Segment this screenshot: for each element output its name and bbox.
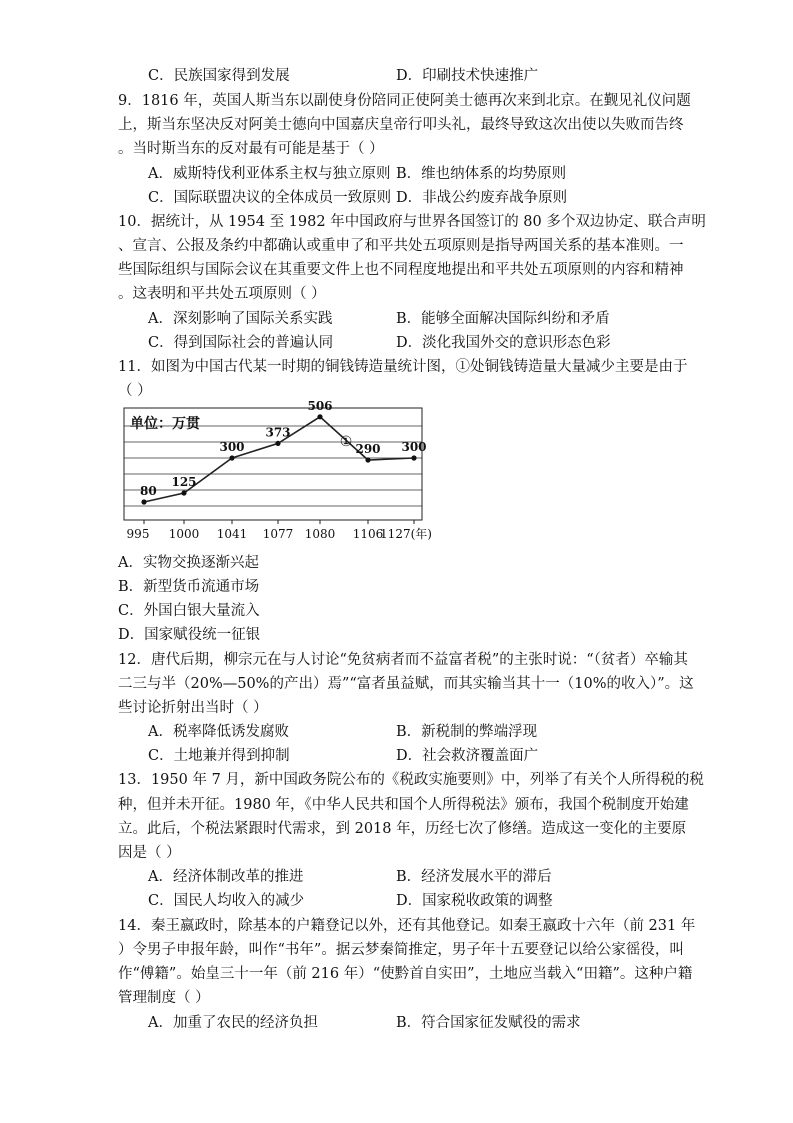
coin-casting-chart-svg <box>118 398 448 546</box>
q11-option-d: D．国家赋役统一征银 <box>118 627 261 643</box>
chart-x-tick-label: 1000 <box>168 527 200 541</box>
chart-point <box>229 455 234 460</box>
q10-option-a: A．深刻影响了国际关系实践 <box>148 311 333 327</box>
coin-casting-chart <box>118 398 448 546</box>
chart-point <box>275 441 280 446</box>
q13-stem-line-3: 立。此后，个税法紧跟时代需求，到 2018 年，历经七次了修缮。造成这一变化的主要原 <box>118 821 687 837</box>
chart-value-label: 300 <box>401 440 427 454</box>
q10-stem-line-2: 、宣言、公报及条约中都确认或重申了和平共处五项原则是指导两国关系的基本准则。一 <box>118 238 684 254</box>
q14-stem-line-4: 管理制度（ ） <box>118 990 210 1006</box>
q11-option-a: A．实物交换逐渐兴起 <box>118 555 259 571</box>
q12-option-b: B．新税制的弊端浮现 <box>396 724 538 740</box>
chart-unit-label: 单位：万贯 <box>130 416 200 432</box>
q9-stem-line-2: 上，斯当东坚决反对阿美士德向中国嘉庆皇帝行叩头礼，最终导致这次出使以失败而告终 <box>118 117 684 133</box>
q13-option-d: D．国家税收政策的调整 <box>396 893 553 909</box>
chart-value-label: 290 <box>355 442 381 456</box>
q10-stem-line-1: 10．据统计，从 1954 至 1982 年中国政府与世界各国签订的 80 多个双边协定、联合声明 <box>118 214 706 230</box>
q9-option-d: D．非战公约废弃战争原则 <box>396 190 568 206</box>
chart-point <box>141 499 146 504</box>
q12-stem-line-3: 些讨论折射出当时（ ） <box>118 700 268 716</box>
chart-x-tick-label: 1077 <box>262 527 294 541</box>
chart-x-tick-label: 1080 <box>304 527 336 541</box>
q13-stem-line-4: 因是（ ） <box>118 845 181 861</box>
q8-option-d: D．印刷技术快速推广 <box>396 68 539 84</box>
q10-option-b: B．能够全面解决国际纠纷和矛盾 <box>396 311 610 327</box>
q10-stem-line-4: 。这表明和平共处五项原则（ ） <box>118 286 326 302</box>
q9-stem-line-1: 9．1816 年，英国人斯当东以副使身份陪同正使阿美士德再次来到北京。在觐见礼仪问题 <box>118 93 691 109</box>
q9-stem-line-3: 。当时斯当东的反对最有可能是基于（ ） <box>118 141 384 157</box>
chart-x-tick-label: 995 <box>126 527 150 541</box>
q13-option-a: A．经济体制改革的推进 <box>148 869 304 885</box>
q11-stem-line-2: （ ） <box>118 383 152 399</box>
chart-x-tick-label: 1041 <box>216 527 248 541</box>
q14-stem-line-1: 14．秦王嬴政时，除基本的户籍登记以外，还有其他登记。如秦王嬴政十六年（前 231 年 <box>118 918 696 934</box>
chart-point <box>181 490 186 495</box>
q10-stem-line-3: 些国际组织与国际会议在其重要文件上也不同程度地提出和平共处五项原则的内容和精神 <box>118 262 684 278</box>
q10-option-d: D．淡化我国外交的意识形态色彩 <box>396 335 611 351</box>
chart-x-tick-label: 1106 <box>352 527 384 541</box>
q14-option-a: A．加重了农民的经济负担 <box>148 1015 318 1031</box>
q11-option-c: C．外国白银大量流入 <box>118 603 260 619</box>
q13-option-b: B．经济发展水平的滞后 <box>396 869 552 885</box>
chart-point <box>317 414 322 419</box>
chart-value-label: 506 <box>307 398 333 413</box>
chart-x-ticks <box>127 520 432 541</box>
chart-point <box>365 457 370 462</box>
q11-stem-line-1: 11．如图为中国古代某一时期的铜钱铸造量统计图，①处铜钱铸造量大量减少主要是由于 <box>118 359 688 375</box>
q11-option-b: B．新型货币流通市场 <box>118 579 260 595</box>
chart-value-label: 125 <box>171 475 197 489</box>
q12-option-c: C．土地兼并得到抑制 <box>148 748 290 764</box>
q10-option-c: C．得到国际社会的普遍认同 <box>148 335 334 351</box>
chart-value-label: 373 <box>265 425 291 440</box>
chart-x-tick-label: 1127(年) <box>380 527 432 541</box>
chart-value-label: 80 <box>140 484 157 498</box>
q14-option-b: B．符合国家征发赋役的需求 <box>396 1015 581 1031</box>
q12-stem-line-1: 12．唐代后期，柳宗元在与人讨论“免贫病者而不益富者税”的主张时说：“（贫者）卒输其 <box>118 652 688 668</box>
chart-value-labels <box>140 399 427 498</box>
q12-stem-line-2: 二三与半（20%—50%的产出）焉”“富者虽益赋，而其实输当其十一（10%的收入）”。这 <box>118 676 694 692</box>
q13-stem-line-2: 种，但并未开征。1980 年，《中华人民共和国个人所得税法》颁布，我国个税制度开始建 <box>118 797 689 813</box>
q14-stem-line-2: ）令男子申报年龄，叫作“书年”。据云梦秦简推定，男子年十五要登记以给公家徭役，叫 <box>118 942 684 958</box>
q8-option-c: C．民族国家得到发展 <box>148 68 290 84</box>
q9-option-b: B．维也纳体系的均势原则 <box>396 166 567 182</box>
q14-stem-line-3: 作“傅籍”。始皇三十一年（前 216 年）“使黔首自实田”，土地应当载入“田籍”。这种户籍 <box>118 966 693 982</box>
chart-annotation-1: ① <box>339 434 353 450</box>
q9-option-a: A．威斯特伐利亚体系主权与独立原则 <box>148 166 391 182</box>
chart-point <box>411 455 416 460</box>
q13-stem-line-1: 13．1950 年 7 月，新中国政务院公布的《税政实施要则》中，列举了有关个人所得税的税 <box>118 772 704 788</box>
q13-option-c: C．国民人均收入的减少 <box>148 893 305 909</box>
q12-option-a: A．税率降低诱发腐败 <box>148 724 289 740</box>
chart-value-label: 300 <box>219 440 245 454</box>
q12-option-d: D．社会救济覆盖面广 <box>396 748 539 764</box>
q9-option-c: C．国际联盟决议的全体成员一致原则 <box>148 190 392 206</box>
